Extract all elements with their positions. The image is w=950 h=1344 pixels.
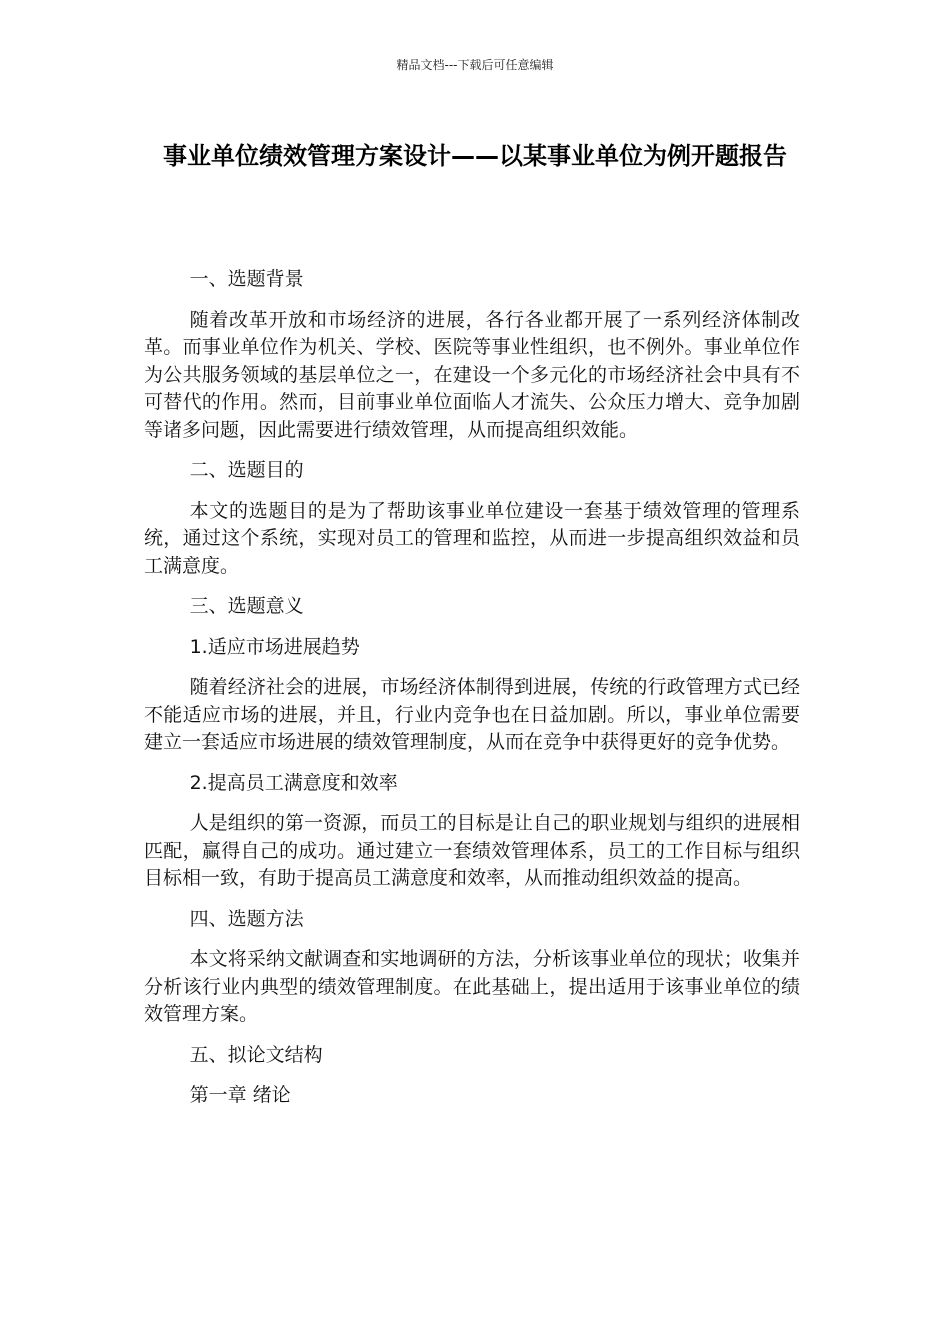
section-heading-method: 四、选题方法 — [189, 907, 304, 930]
subheading-employee-satisfaction: 2.提高员工满意度和效率 — [189, 771, 398, 794]
paragraph-method: 本文将采纳文献调查和实地调研的方法，分析该事业单位的现状；收集并分析该行业内典型的绩效管理制度。在此基础上，提出适用于该事业单位的绩效管理方案。 — [144, 948, 800, 1025]
document-body — [144, 266, 800, 1123]
page-header: 精品文档---下载后可任意编辑 — [396, 58, 554, 72]
paragraph-employee-satisfaction: 人是组织的第一资源，而员工的目标是让自己的职业规划与组织的进展相匹配，赢得自己的成功。通过建立一套绩效管理体系，员工的工作目标与组织目标相一致，有助于提高员工满意度和效率，从而推动组织效益的提高。 — [144, 812, 800, 889]
paragraph-market-trend: 随着经济社会的进展，市场经济体制得到进展，传统的行政管理方式已经不能适应市场的进展，并且，行业内竞争也在日益加剧。所以，事业单位需要建立一套适应市场进展的绩效管理制度，从而在竞争中获得更好的竞争优势。 — [144, 676, 800, 753]
section-heading-background: 一、选题背景 — [189, 268, 304, 290]
document-title: 事业单位绩效管理方案设计——以某事业单位为例开题报告 — [163, 142, 787, 170]
section-heading-purpose: 二、选题目的 — [189, 459, 304, 481]
paragraph-purpose: 本文的选题目的是为了帮助该事业单位建设一套基于绩效管理的管理系统，通过这个系统，实现对员工的管理和监控，从而进一步提高组织效益和员工满意度。 — [144, 499, 800, 577]
paragraph-background: 随着改革开放和市场经济的进展，各行各业都开展了一系列经济体制改革。而事业单位作为机关、学校、医院等事业性组织，也不例外。事业单位作为公共服务领域的基层单位之一，在建设一个多元化的市场经济社会中具有不可替代的作用。然而，目前事业单位面临人才流失、公众压力增大、竞争加剧等诸多问题，因此需要进行绩效管理，从而提高组织效能。 — [144, 308, 800, 441]
section-heading-structure: 五、拟论文结构 — [189, 1043, 323, 1066]
subheading-market-trend: 1.适应市场进展趋势 — [189, 635, 360, 658]
chapter-item: 第一章 绪论 — [189, 1084, 291, 1106]
section-heading-significance: 三、选题意义 — [189, 595, 304, 617]
